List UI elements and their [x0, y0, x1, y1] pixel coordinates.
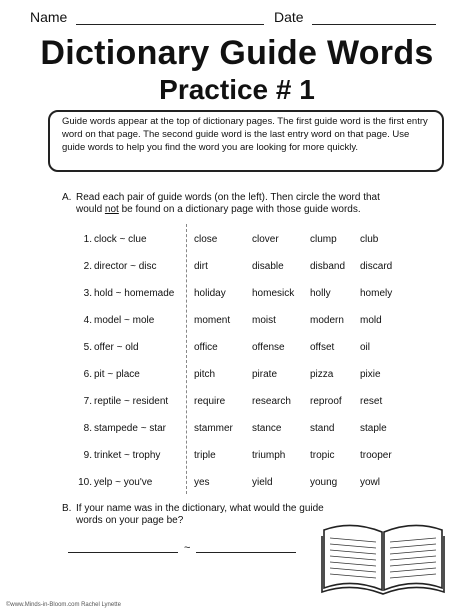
choice-word[interactable]: tropic	[310, 450, 335, 461]
choice-word[interactable]: moment	[194, 315, 231, 326]
practice-row	[0, 450, 474, 472]
choice-word[interactable]: triumph	[252, 450, 286, 461]
choice-word[interactable]: reset	[360, 396, 383, 407]
guide-word-pair: director ~ disc	[94, 261, 157, 272]
choice-word[interactable]: mold	[360, 315, 382, 326]
copyright-footer: ©www.Minds-in-Bloom.com Rachel Lynette	[6, 602, 121, 608]
row-number: 6.	[83, 369, 92, 380]
choice-word[interactable]: homesick	[252, 288, 295, 299]
choice-word[interactable]: holly	[310, 288, 331, 299]
row-number: 3.	[83, 288, 92, 299]
choice-word[interactable]: yowl	[360, 477, 381, 488]
row-number: 8.	[83, 423, 92, 434]
practice-row	[0, 288, 474, 310]
part-a-text-pre: Read each pair of guide words (on the left). Then circle the word that would	[76, 192, 380, 215]
choice-word[interactable]: pizza	[310, 369, 334, 380]
guide-word-pair: yelp ~ you've	[94, 477, 153, 488]
row-number: 4.	[83, 315, 92, 326]
date-label: Date	[274, 9, 304, 25]
choice-word[interactable]: discard	[360, 261, 393, 272]
open-book-icon	[318, 512, 448, 596]
choice-word[interactable]: require	[194, 396, 226, 407]
choice-word[interactable]: clump	[310, 234, 337, 245]
choice-word[interactable]: pitch	[194, 369, 216, 380]
choice-word[interactable]: pixie	[360, 369, 381, 380]
choice-word[interactable]: club	[360, 234, 379, 245]
guide-word-pair: trinket ~ trophy	[94, 450, 161, 461]
choice-word[interactable]: moist	[252, 315, 276, 326]
choice-word[interactable]: stammer	[194, 423, 233, 434]
choice-word[interactable]: young	[310, 477, 338, 488]
part-b-letter: B.	[62, 503, 72, 514]
page-subtitle: Practice # 1	[159, 74, 315, 105]
name-field[interactable]	[76, 24, 264, 25]
choice-word[interactable]: offset	[310, 342, 335, 353]
guide-word-separator: ~	[184, 542, 191, 554]
practice-row	[0, 315, 474, 337]
row-number: 9.	[83, 450, 92, 461]
part-b-text: If your name was in the dictionary, what would the guide words on your page be?	[76, 503, 324, 526]
row-number: 10.	[78, 477, 92, 488]
guide-word-1-field[interactable]	[68, 552, 178, 553]
choice-word[interactable]: trooper	[360, 450, 392, 461]
worksheet-header	[0, 8, 474, 28]
guide-word-pair: reptile ~ resident	[94, 396, 169, 407]
choice-word[interactable]: yes	[194, 477, 210, 488]
choice-word[interactable]: pirate	[252, 369, 278, 380]
choice-word[interactable]: clover	[252, 234, 279, 245]
row-number: 7.	[83, 396, 92, 407]
guide-word-pair: hold ~ homemade	[94, 288, 175, 299]
part-a-text-not: not	[104, 204, 119, 215]
choice-word[interactable]: holiday	[194, 288, 226, 299]
choice-word[interactable]: offense	[252, 342, 285, 353]
practice-row	[0, 342, 474, 364]
date-field[interactable]	[312, 24, 436, 25]
part-a-text	[76, 192, 386, 216]
part-a-letter: A.	[62, 192, 72, 203]
choice-word[interactable]: yield	[252, 477, 273, 488]
intro-text: Guide words appear at the top of dictionary pages. The first guide word is the first entry word on that page. The second guide word is the last entry word on that page. Use guide words to help you find the word you are looking for more quickly.	[62, 116, 428, 153]
choice-word[interactable]: triple	[194, 450, 216, 461]
guide-word-pair: clock ~ clue	[94, 234, 147, 245]
choice-word[interactable]: reproof	[310, 396, 342, 407]
page-title: Dictionary Guide Words	[40, 34, 434, 72]
row-number: 5.	[83, 342, 92, 353]
choice-word[interactable]: stand	[310, 423, 335, 434]
practice-row	[0, 477, 474, 499]
choice-word[interactable]: research	[252, 396, 291, 407]
row-number: 1.	[83, 234, 92, 245]
name-label: Name	[30, 9, 68, 25]
choice-word[interactable]: disband	[310, 261, 346, 272]
choice-word[interactable]: homely	[360, 288, 393, 299]
intro-box	[48, 110, 444, 172]
choice-word[interactable]: oil	[360, 342, 371, 353]
choice-word[interactable]: stance	[252, 423, 282, 434]
practice-row	[0, 234, 474, 256]
practice-row	[0, 423, 474, 445]
practice-row	[0, 261, 474, 283]
guide-word-pair: model ~ mole	[94, 315, 155, 326]
guide-word-2-field[interactable]	[196, 552, 296, 553]
choice-word[interactable]: dirt	[194, 261, 208, 272]
guide-word-pair: stampede ~ star	[94, 423, 166, 434]
practice-row	[0, 396, 474, 418]
practice-row	[0, 369, 474, 391]
choice-word[interactable]: disable	[252, 261, 284, 272]
guide-word-pair: pit ~ place	[94, 369, 140, 380]
choice-word[interactable]: modern	[310, 315, 344, 326]
choice-word[interactable]: office	[194, 342, 218, 353]
guide-word-pair: offer ~ old	[94, 342, 139, 353]
row-number: 2.	[83, 261, 92, 272]
choice-word[interactable]: close	[194, 234, 218, 245]
part-a-text-post: be found on a dictionary page with those guide words.	[118, 204, 361, 215]
choice-word[interactable]: staple	[360, 423, 387, 434]
